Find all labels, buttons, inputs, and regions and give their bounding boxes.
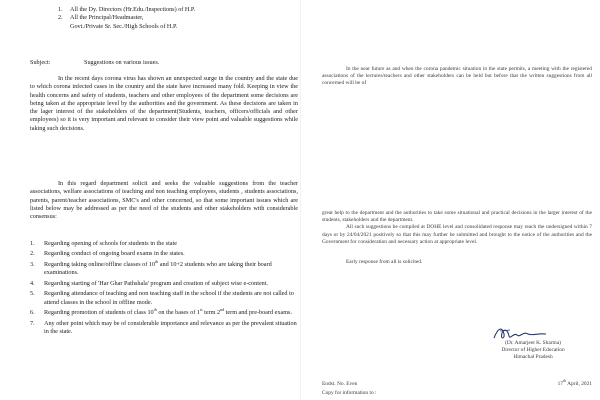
paragraph-solicit: In this regard department solicit and seeks the valuable suggestions from the teacher associations, welfare associations of teaching and non teaching employees, students , students associations, parents, parent/teacher associations, SMC's and other concerned, so that some important issues which are listed below may be addressed as per the need of the students and other stakeholders with considerable consensus: (30, 180, 298, 221)
issues-list (30, 240, 298, 338)
copy-to-line: Copy for information to : (322, 390, 377, 396)
page-divider (300, 0, 301, 400)
paragraph-compile: All such suggestions be compiled at DOHE level and consolidated response may reach the undersigned within 7 days or by 24/04/2021 positively so that this may further be submitted and brought to the notice of the authorities and the Government for consideration and necessary action at appropriate level. (322, 224, 592, 245)
addressee-item: Govt./Private Sr. Sec./High Schools of H.P. (70, 22, 178, 30)
paragraph-intro: In the recent days corona virus has shown an unexpected surge in the country and the state due to which corona infected cases in the country and the state have increased many fold. Keeping in view the health concerns and safety of students, teachers and other employees of the department some decisions are being taken at the appropriate level by the authorities and the government. As these decisions are taken in the lager interest of the stakeholders of the department(Students, teachers, officers/officials and other employees) so it is very important and relevant to consider their view point and valuable suggestions while taking such decisions. (30, 75, 298, 132)
endorsement-number: Endst. No. Even (322, 381, 358, 387)
list-item: 5. Regarding attendance of teaching and non teaching staff in the school if the students are not called to attend classes in the school in offline mode. (30, 290, 294, 306)
paragraph-block (322, 210, 592, 246)
endorsement-row (322, 378, 592, 388)
subject-text: Suggestions on various issues. (84, 59, 160, 66)
paragraph-meeting: In the near future as and when the corona pandemic situation in the state permits, a meeting with the registered associations of the lectures/teachers and other stakeholders can be held but before that the written suggestions from all concerned will be of (322, 66, 592, 87)
signatory-name: (Dr. Amarjeet K. Sharma) (505, 340, 561, 346)
signatory-place: Himachal Pradesh (513, 354, 553, 360)
paragraph-help: great help to the department and the authorities to take some situational and practical decisions in the larger interest of the students, stakeholders and the department. (322, 210, 592, 224)
addressee-item: 1. All the Dy. Directors (Hr.Edu./Inspections) of H.P. (58, 6, 196, 13)
letter-date: 17th April, 2021 (557, 378, 592, 387)
signatory-title: Director of Higher Education (501, 347, 565, 353)
list-item: 1. Regarding opening of schools for students in the state (30, 240, 178, 247)
list-item: 6. Regarding promotion of students of class 10th on the bases of 1st term 2nd term and pre-board exams. (30, 306, 292, 317)
list-item: 2. Regarding conduct of ongoing board exams in the states. (30, 250, 185, 258)
addressee-list (58, 6, 298, 31)
addressee-item: 2. All the Principal/Headmaster, (58, 14, 144, 22)
closing-line: Early response from all is solicited. (346, 259, 423, 265)
subject-label: Subject: (30, 59, 51, 66)
subject-line (30, 59, 300, 67)
right-page (302, 0, 600, 400)
list-item: 7. Any other point which may be of considerable importance and relevance as per the prevalent situation in the state. (30, 319, 297, 335)
list-item: 4. Regarding starting of 'Har Ghar Pathshala' program and creation of subject wise e-content. (30, 279, 269, 287)
signatory-block (478, 340, 588, 361)
list-item: 3. Regarding taking online/offline classes of 10th and 10+2 students who are taking their board examinations. (30, 258, 272, 277)
